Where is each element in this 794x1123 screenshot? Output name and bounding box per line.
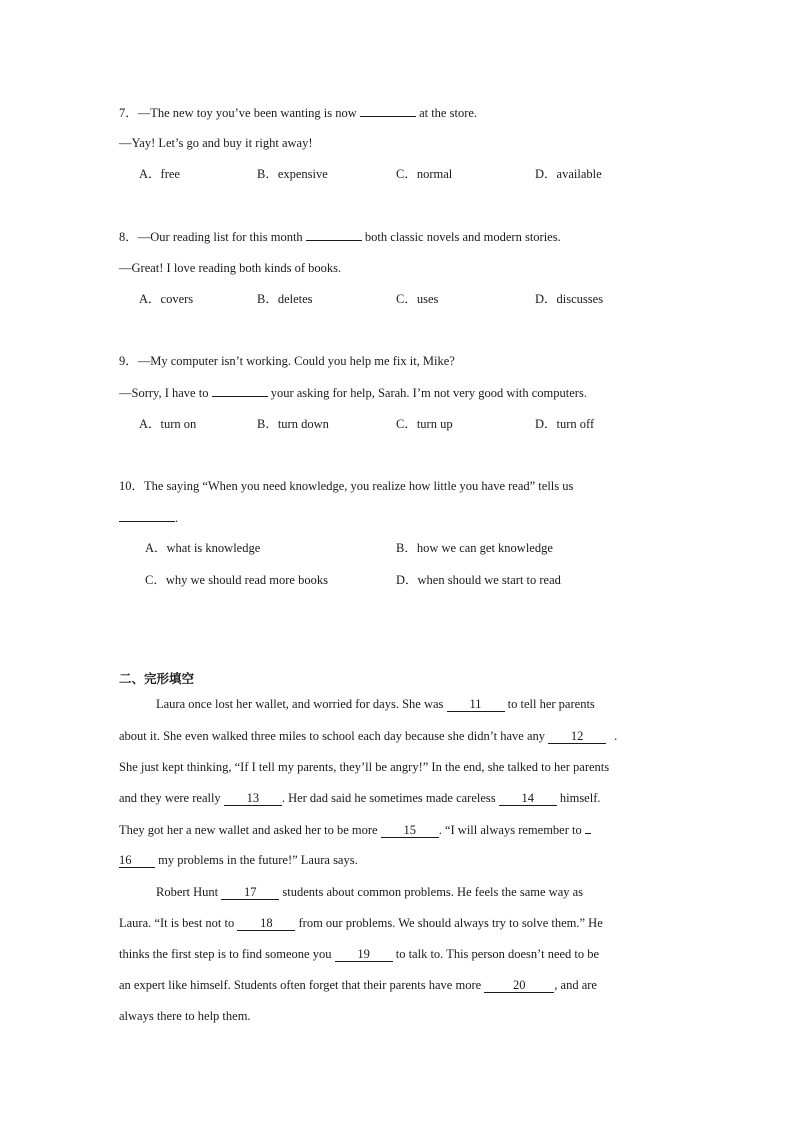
p1-text: Laura once lost her wallet, and worried for days. She was (156, 697, 447, 711)
q8-option-b[interactable]: B．deletes (257, 292, 313, 306)
p2-line5: always there to help them. (119, 1009, 251, 1023)
blank-11[interactable]: 11 (447, 697, 505, 712)
q9-option-d[interactable]: D．turn off (535, 417, 595, 431)
q7-blank[interactable] (360, 104, 416, 117)
q10-option-a[interactable]: A．what is knowledge (145, 541, 261, 555)
q8-option-a[interactable]: A．covers (139, 292, 194, 306)
p2-line4 (119, 977, 597, 993)
p2-text: an expert like himself. Students often forget that their parents have more (119, 978, 485, 992)
p1-text: . (614, 729, 618, 743)
q10-option-d[interactable]: D．when should we start to read (396, 573, 561, 587)
blank-14[interactable]: 14 (499, 791, 557, 806)
q10-stem: 10．The saying “When you need knowledge, you realize how little you have read” tells us (119, 479, 574, 493)
q8-stem-text: 8．—Our reading list for this month (119, 230, 306, 244)
p1-text: . “I will always remember to (438, 823, 585, 837)
p1-text: about it. She even walked three miles to school each day because she didn’t have any (119, 729, 549, 743)
q7-option-a[interactable]: A．free (139, 167, 180, 181)
q9-option-b[interactable]: B．turn down (257, 417, 329, 431)
p2-line2 (119, 915, 603, 931)
q7-stem (119, 104, 477, 121)
p2-text: Laura. “It is best not to (119, 916, 238, 930)
section-title-cloze: 二、完形填空 (119, 671, 195, 686)
p2-text: to talk to. This person doesn’t need to be (392, 947, 600, 961)
blank-13[interactable]: 13 (224, 791, 282, 806)
p1-line3: She just kept thinking, “If I tell my parents, they’ll be angry!” In the end, she talked to her parents (119, 760, 610, 774)
p1-line4 (119, 790, 601, 806)
q10-blank[interactable] (119, 509, 175, 522)
q9-reply (119, 384, 587, 401)
q8-blank[interactable] (306, 228, 362, 241)
q9-option-c[interactable]: C．turn up (396, 417, 453, 431)
q8-stem-end: both classic novels and modern stories. (361, 230, 561, 244)
q8-reply: —Great! I love reading both kinds of books. (119, 261, 342, 275)
q8-option-d[interactable]: D．discusses (535, 292, 604, 306)
blank-20[interactable]: 20 (484, 978, 554, 993)
blank-16[interactable]: 16 (119, 853, 155, 868)
q7-reply: —Yay! Let’s go and buy it right away! (119, 136, 313, 150)
q10-option-c[interactable]: C．why we should read more books (145, 573, 328, 587)
p2-text: students about common problems. He feels the same way as (279, 885, 584, 899)
p1-line1 (156, 696, 595, 712)
q7-stem-text: 7．—The new toy you’ve been wanting is now (119, 106, 360, 120)
p1-text: to tell her parents (504, 697, 595, 711)
p2-line3 (119, 946, 599, 962)
blank-17[interactable]: 17 (221, 885, 279, 900)
q10-answer-line (119, 509, 178, 526)
p2-text: thinks the first step is to find someone you (119, 947, 335, 961)
blank-12[interactable]: 12 (548, 729, 606, 744)
p2-line1 (156, 884, 583, 900)
q9-blank[interactable] (212, 384, 268, 397)
p2-text: from our problems. We should always try to solve them.” He (295, 916, 603, 930)
blank-18[interactable]: 18 (237, 916, 295, 931)
q10-period: . (175, 511, 179, 525)
p2-text: Robert Hunt (156, 885, 222, 899)
q8-stem (119, 228, 561, 245)
q7-option-c[interactable]: C．normal (396, 167, 453, 181)
q7-option-d[interactable]: D．available (535, 167, 602, 181)
p1-text: . Her dad said he sometimes made careless (281, 791, 499, 805)
q9-option-a[interactable]: A．turn on (139, 417, 197, 431)
q10-option-b[interactable]: B．how we can get knowledge (396, 541, 553, 555)
blank-16-start[interactable] (585, 821, 591, 834)
p1-text: himself. (556, 791, 601, 805)
p1-text: and they were really (119, 791, 224, 805)
q8-option-c[interactable]: C．uses (396, 292, 439, 306)
p1-text: my problems in the future!” Laura says. (155, 853, 358, 867)
p1-line5 (119, 821, 591, 838)
p1-line2 (119, 728, 617, 744)
blank-15[interactable]: 15 (381, 823, 439, 838)
q7-option-b[interactable]: B．expensive (257, 167, 328, 181)
q7-stem-end: at the store. (415, 106, 478, 120)
p1-line6 (119, 852, 358, 868)
p2-text: , and are (554, 978, 597, 992)
p1-text: They got her a new wallet and asked her to be more (119, 823, 381, 837)
blank-19[interactable]: 19 (335, 947, 393, 962)
q9-reply-text: —Sorry, I have to (119, 386, 212, 400)
q9-reply-end: your asking for help, Sarah. I’m not very good with computers. (267, 386, 587, 400)
q9-stem: 9．—My computer isn’t working. Could you help me fix it, Mike? (119, 354, 455, 368)
